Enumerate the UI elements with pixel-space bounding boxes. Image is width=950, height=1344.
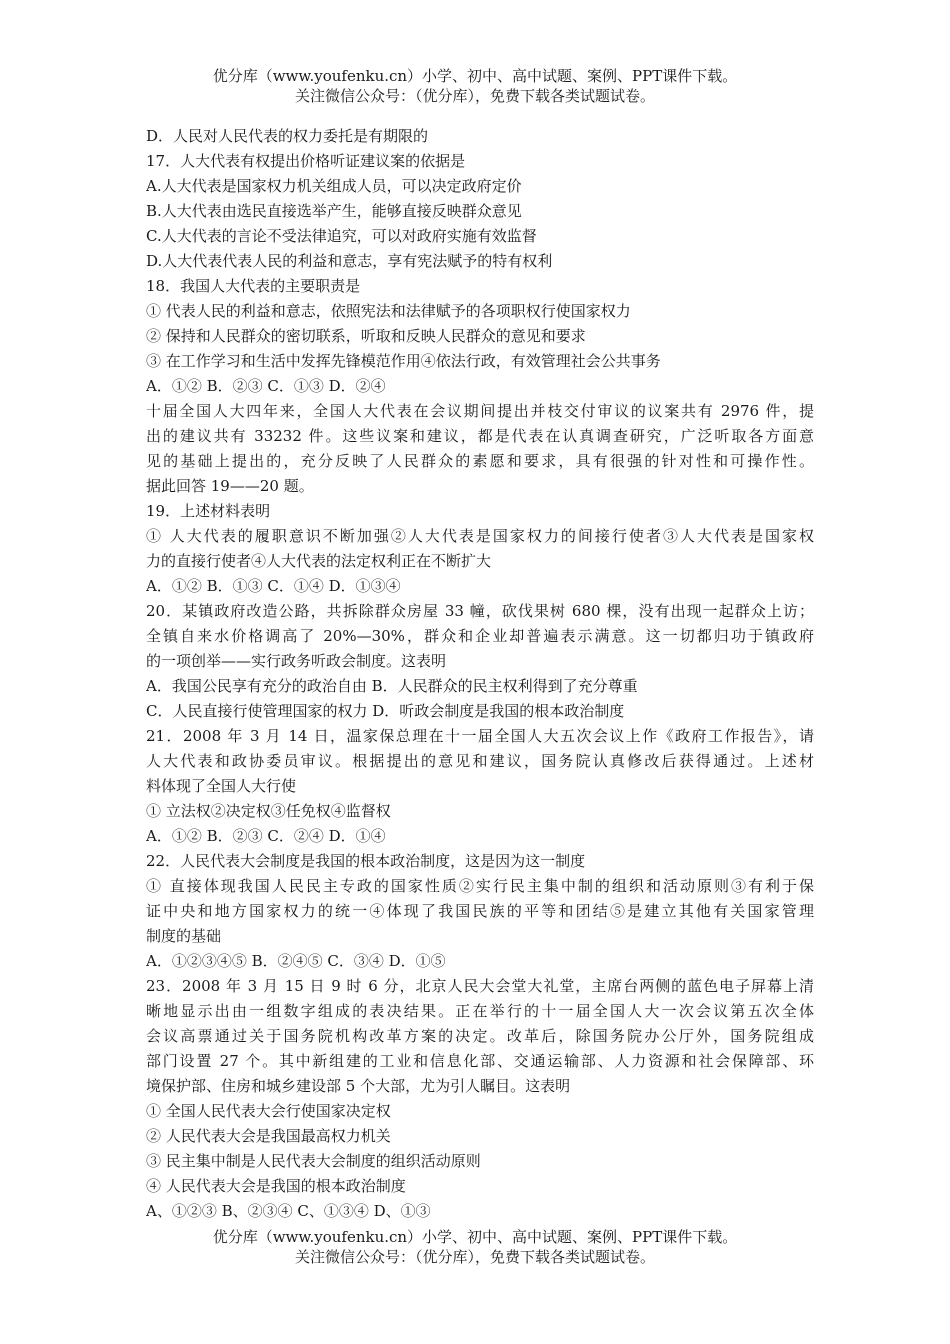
text-line: 22．人民代表大会制度是我国的根本政治制度，这是因为这一制度 [146, 852, 586, 870]
text-line: 境保护部、住房和城乡建设部 5 个大部，尤为引人瞩目。这表明 [146, 1077, 571, 1095]
text-line: A．①②③④⑤ B．②④⑤ C．③④ D．①⑤ [146, 952, 446, 970]
text-line: ② 人民代表大会是我国最高权力机关 [146, 1127, 391, 1145]
text-line: D．人民对人民代表的权力委托是有期限的 [146, 127, 429, 145]
text-line: 会议高票通过关于国务院机构改革方案的决定。改革后，除国务院办公厅外，国务院组成 [146, 1027, 814, 1045]
text-line: A．①② B．②③ C．①③ D．②④ [146, 377, 386, 395]
text-line: 17．人大代表有权提出价格听证建议案的依据是 [146, 152, 466, 170]
text-line: C.人大代表的言论不受法律追究，可以对政府实施有效监督 [146, 227, 537, 245]
footer-line-wechat: 关注微信公众号：（优分库），免费下载各类试题试卷。 [294, 1248, 655, 1266]
text-line: 十届全国人大四年来，全国人大代表在会议期间提出并枝交付审议的议案共有 2976 件，提 [146, 402, 814, 420]
text-line: ① 代表人民的利益和意志，依照宪法和法律赋予的各项职权行使国家权力 [146, 302, 631, 320]
text-line: 21．2008 年 3 月 14 日，温家保总理在十一届全国人大五次会议上作《政府工作报告》，请 [146, 727, 814, 745]
text-line: ① 全国人民代表大会行使国家决定权 [146, 1102, 391, 1120]
text-line: A．①② B．②③ C．②④ D．①④ [146, 827, 386, 845]
text-line: ① 直接体现我国人民民主专政的国家性质②实行民主集中制的组织和活动原则③有利于保 [146, 877, 814, 895]
document-body [146, 124, 814, 1224]
text-line: 的一项创举——实行政务听政会制度。这表明 [146, 652, 447, 670]
text-line: 料体现了全国人大行使 [146, 777, 297, 795]
text-line: C．人民直接行使管理国家的权力 D．听政会制度是我国的根本政治制度 [146, 702, 625, 720]
text-line: 晰地显示出由一组数字组成的表决结果。正在举行的十一届全国人大一次会议第五次全体 [146, 1002, 814, 1020]
text-line: 19．上述材料表明 [146, 502, 271, 520]
footer-line-site: 优分库（www.youfenku.cn）小学、初中、高中试题、案例、PPT课件下载。 [212, 1228, 738, 1246]
header-line-site: 优分库（www.youfenku.cn）小学、初中、高中试题、案例、PPT课件下载。 [212, 67, 738, 85]
text-line: 证中央和地方国家权力的统一④体现了我国民族的平等和团结⑤是建立其他有关国家管理 [146, 902, 814, 920]
text-line: A.人大代表是国家权力机关组成人员，可以决定政府定价 [146, 177, 522, 195]
text-line: ① 立法权②决定权③任免权④监督权 [146, 802, 391, 820]
text-line: 出的建议共有 33232 件。这些议案和建议，都是代表在认真调查研究，广泛听取各方面意 [146, 427, 814, 445]
text-line: 制度的基础 [146, 927, 222, 945]
text-line: ③ 在工作学习和生活中发挥先锋模范作用④依法行政，有效管理社会公共事务 [146, 352, 661, 370]
text-line: ③ 民主集中制是人民代表大会制度的组织活动原则 [146, 1152, 481, 1170]
text-line: ② 保持和人民群众的密切联系，听取和反映人民群众的意见和要求 [146, 327, 586, 345]
page-footer [0, 1227, 950, 1267]
text-line: 18．我国人大代表的主要职责是 [146, 277, 361, 295]
text-line: 见的基础上提出的，充分反映了人民群众的素愿和要求，具有很强的针对性和可操作性。 [146, 452, 814, 470]
text-line: B.人大代表由选民直接选举产生，能够直接反映群众意见 [146, 202, 522, 220]
text-line: 人大代表和政协委员审议。根据提出的意见和建议，国务院认真修改后获得通过。上述材 [146, 752, 814, 770]
text-line: A、①②③ B、②③④ C、①③④ D、①③ [146, 1202, 431, 1220]
text-line: A．①② B．①③ C．①④ D．①③④ [146, 577, 401, 595]
page-header [0, 66, 950, 106]
text-line: D.人大代表代表人民的利益和意志，享有宪法赋予的特有权利 [146, 252, 553, 270]
text-line: A．我国公民享有充分的政治自由 B．人民群众的民主权利得到了充分尊重 [146, 677, 638, 695]
text-line: ④ 人民代表大会是我国的根本政治制度 [146, 1177, 406, 1195]
text-line: 力的直接行使者④人大代表的法定权利正在不断扩大 [146, 552, 492, 570]
text-line: 全镇自来水价格调高了 20%—30%，群众和企业却普遍表示满意。这一切都归功于镇政府 [146, 627, 814, 645]
text-line: 20．某镇政府改造公路，共拆除群众房屋 33 幢，砍伐果树 680 棵，没有出现一起群众上访； [146, 602, 814, 620]
text-line: ① 人大代表的履职意识不断加强②人大代表是国家权力的间接行使者③人大代表是国家权 [146, 527, 814, 545]
text-line: 23．2008 年 3 月 15 日 9 时 6 分，北京人民大会堂大礼堂，主席台两侧的蓝色电子屏幕上清 [146, 977, 814, 995]
text-line: 部门设置 27 个。其中新组建的工业和信息化部、交通运输部、人力资源和社会保障部、环 [146, 1052, 814, 1070]
header-line-wechat: 关注微信公众号：（优分库），免费下载各类试题试卷。 [294, 87, 655, 105]
text-line: 据此回答 19——20 题。 [146, 477, 314, 495]
